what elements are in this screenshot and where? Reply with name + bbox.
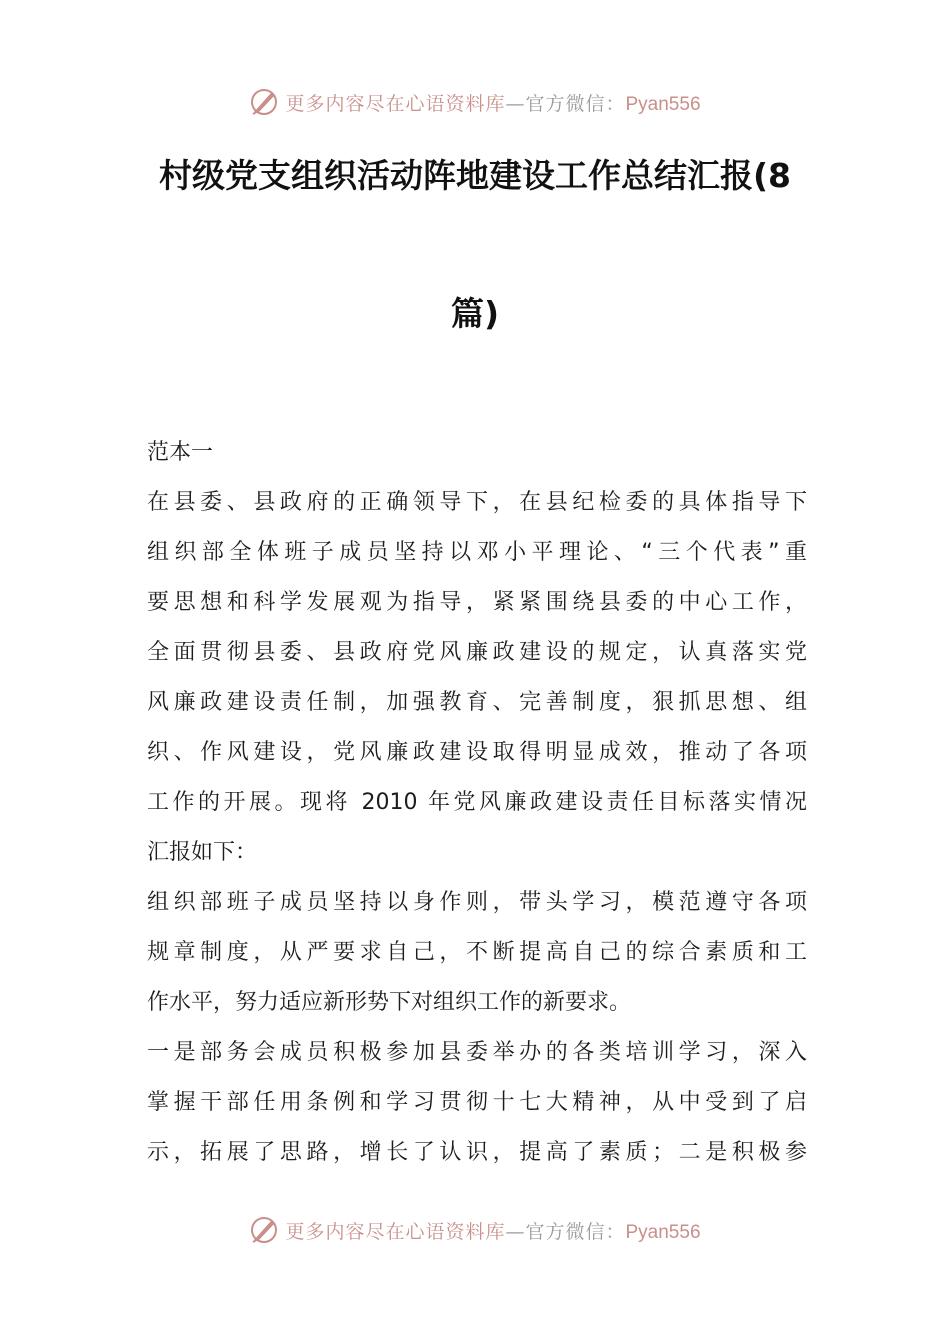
watermark-dash-label: —官方微信： [505,92,626,115]
quill-pen-circle-icon [249,87,279,117]
watermark-wechat-id: Pyan556 [625,93,701,115]
body-line: 组织部全体班子成员坚持以邓小平理论、“三个代表”重 [147,540,807,565]
body-line: 范本一 [147,440,214,465]
body-line: 掌握干部任用条例和学习贯彻十七大精神，从中受到了启 [147,1090,807,1115]
watermark-site-name: 更多内容尽在心语资料库 [285,1220,506,1243]
body-line: 规章制度，从严要求自己，不断提高自己的综合素质和工 [147,940,807,965]
body-line: 组织部班子成员坚持以身作则，带头学习，模范遵守各项 [147,890,807,915]
document-title-line-1: 村级党支组织活动阵地建设工作总结汇报(8 [158,156,792,195]
body-line: 全面贯彻县委、县政府党风廉政建设的规定，认真落实党 [147,640,807,665]
body-line: 示，拓展了思路，增长了认识，提高了素质；二是积极参 [147,1140,807,1165]
body-line: 工作的开展。现将 2010 年党风廉政建设责任目标落实情况 [147,790,807,815]
watermark-wechat-id: Pyan556 [625,1221,701,1243]
body-line: 在县委、县政府的正确领导下，在县纪检委的具体指导下 [147,490,807,515]
body-line: 作水平，努力适应新形势下对组织工作的新要求。 [147,990,632,1015]
document-body [147,432,807,1182]
quill-pen-circle-icon [249,1215,279,1245]
body-line: 风廉政建设责任制，加强教育、完善制度，狠抓思想、组 [147,690,807,715]
watermark-dash-label: —官方微信： [505,1220,626,1243]
body-line: 要思想和科学发展观为指导，紧紧围绕县委的中心工作， [147,590,807,615]
footer-watermark [0,1210,950,1250]
watermark-site-name: 更多内容尽在心语资料库 [285,92,506,115]
watermark-text [285,89,700,116]
document-title-line-2: 篇) [450,294,500,333]
header-watermark [0,82,950,122]
body-line: 织、作风建设，党风廉政建设取得明显成效，推动了各项 [147,740,807,765]
body-line: 汇报如下： [147,840,258,865]
watermark-text [285,1217,700,1244]
body-line: 一是部务会成员积极参加县委举办的各类培训学习，深入 [147,1040,807,1065]
